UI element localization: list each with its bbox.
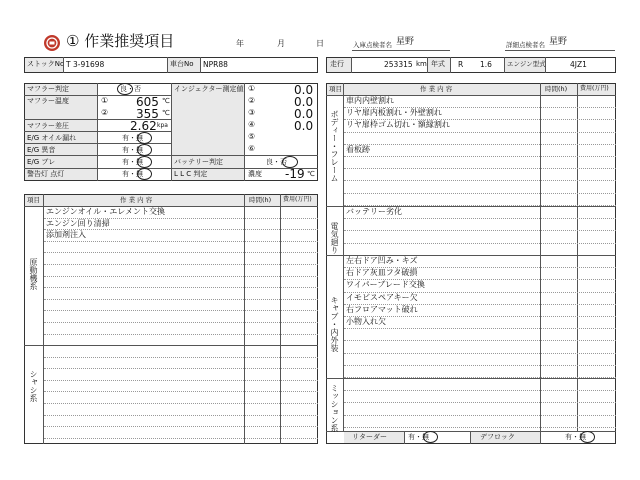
work-item: 車内内壁割れ [346, 96, 394, 105]
row-divider [344, 193, 616, 194]
retarder-label: リターダー [352, 433, 387, 441]
diff-lock-label: デフロック [480, 433, 515, 441]
row-divider [44, 287, 318, 288]
injector-2-no: ② [248, 96, 256, 105]
stock-label: ストックNo [27, 60, 65, 68]
row-divider [44, 438, 318, 439]
shake-value: 有・無 [122, 158, 143, 166]
page-title: ① 作業推奨項目 [66, 32, 175, 50]
injector-5-no: ⑤ [248, 132, 256, 141]
mileage-unit: km [416, 60, 427, 68]
noise-label: E/G 異音 [27, 146, 56, 154]
retarder-circle [423, 431, 438, 443]
left-col-work: 作 業 内 容 [120, 196, 153, 204]
month-label: 月 [277, 39, 285, 48]
right-col-cost: 費用(万円) [580, 85, 609, 92]
left-section-chassis: シャシ系 [29, 370, 38, 402]
stock-value: T 3-91698 [66, 60, 105, 69]
row-divider [44, 380, 318, 381]
injector-1-no: ① [248, 84, 256, 93]
right-section-mission: ミッション系 [330, 384, 339, 432]
work-item: 右フロアマット破れ [346, 304, 418, 314]
row-divider [44, 357, 318, 358]
row-divider [344, 243, 616, 244]
seal-icon [44, 35, 60, 51]
row-divider [44, 299, 318, 300]
year-type-label: 年式 [431, 60, 445, 68]
year-label: 年 [236, 39, 244, 48]
oil-leak-value: 有・無 [122, 134, 143, 142]
right-section-body: ボディー・フレーム [330, 110, 339, 182]
work-item: バッテリー劣化 [346, 207, 402, 216]
temp2-no: ② [101, 108, 109, 117]
injector-3-value: 0.0 [294, 107, 314, 121]
work-item: ワイパーブレード交換 [346, 280, 425, 290]
left-section-engine: 原動機系 [29, 258, 38, 290]
battery-label: バッテリー判定 [174, 158, 223, 166]
injector-4-value: 0.0 [294, 119, 314, 133]
injector-4-no: ④ [248, 120, 256, 129]
row-divider [344, 402, 616, 403]
left-col-cost: 費用(万円) [283, 196, 312, 203]
row-divider [44, 334, 318, 335]
year-era: R [458, 60, 464, 69]
row-divider [344, 415, 616, 416]
row-divider [44, 241, 318, 242]
row-divider [44, 252, 318, 253]
llc-unit: ℃ [307, 170, 315, 178]
right-section-cab: キャブ・内外装 [330, 296, 339, 352]
chassis-value: NPR88 [203, 60, 228, 69]
inspector-in-label: 入庫点検者名 [353, 41, 392, 49]
temp1-value: 605 [136, 95, 159, 109]
row-divider [344, 340, 616, 341]
row-divider [44, 391, 318, 392]
injector-3-no: ③ [248, 108, 256, 117]
temp2-value: 355 [136, 107, 159, 121]
llc-label: L L C 判定 [174, 170, 208, 178]
work-item: エンジン回り清掃 [46, 218, 110, 228]
engine-value: 4JZ1 [570, 60, 587, 69]
retarder-value: 有・無 [408, 433, 429, 441]
inspector-detail-underline [505, 50, 615, 51]
warning-value: 有・無 [122, 170, 143, 178]
row-divider [344, 132, 616, 133]
row-divider [344, 353, 616, 354]
row-divider [344, 218, 616, 219]
inspector-detail-name: 星野 [549, 37, 568, 47]
row-divider [344, 168, 616, 169]
row-divider [44, 426, 318, 427]
row-divider [344, 230, 616, 231]
row-divider [344, 180, 616, 181]
left-col-item: 項目 [27, 196, 40, 204]
injector-1-value: 0.0 [294, 83, 314, 97]
row-divider [44, 322, 318, 323]
mileage-value: 253315 [384, 60, 413, 69]
temp1-unit: ℃ [162, 97, 170, 105]
press-value: 2.62 [130, 119, 157, 133]
muffler-judge-value: 良・否 [120, 85, 141, 93]
injector-2-value: 0.0 [294, 95, 314, 109]
work-item: 左右ドア凹み・キズ [346, 256, 418, 265]
work-item: リヤ扉枠ゴム切れ・額縁割れ [346, 120, 450, 130]
work-item: 添加剤注入 [46, 230, 86, 240]
muffler-press-label: マフラー差圧 [27, 122, 69, 130]
mileage-label: 走行 [330, 60, 344, 68]
work-item: イモビスペアキー欠 [346, 292, 418, 302]
row-divider [344, 328, 616, 329]
row-divider [344, 365, 616, 366]
shake-circle [137, 156, 152, 168]
muffler-judge-circle [117, 83, 133, 95]
row-divider [44, 310, 318, 311]
noise-circle [137, 144, 152, 156]
row-divider [344, 156, 616, 157]
temp2-unit: ℃ [162, 109, 170, 117]
day-label: 日 [316, 39, 324, 48]
muffler-judge-label: マフラー判定 [27, 85, 69, 93]
year-value: 1.6 [480, 60, 492, 69]
work-item: エンジンオイル・エレメント交換 [46, 207, 165, 216]
work-item: 看板跡 [346, 144, 370, 154]
row-divider [344, 390, 616, 391]
diff-lock-circle [580, 431, 595, 443]
inspector-in-name: 星野 [396, 37, 415, 47]
inspector-detail-label: 詳細点検者名 [506, 41, 545, 49]
muffler-temp-label: マフラー温度 [27, 97, 69, 105]
row-divider [344, 205, 616, 206]
row-divider [44, 415, 318, 416]
row-divider [44, 276, 318, 277]
diff-lock-value: 有・無 [565, 433, 586, 441]
llc-conc-label: 濃度 [248, 170, 262, 178]
oil-leak-circle [137, 132, 152, 144]
right-section-electric: 電気廻り [330, 222, 339, 254]
injector-label: インジェクター測定値 [174, 85, 244, 93]
work-item: 右ドア灰皿フタ破損 [346, 268, 418, 278]
row-divider [344, 377, 616, 378]
right-col-item: 項目 [329, 85, 342, 93]
work-item: リヤ扉内板割れ・外壁割れ [346, 108, 442, 118]
shake-label: E/G ブレ [27, 158, 56, 166]
row-divider [344, 144, 616, 145]
right-col-time: 時間(h) [545, 85, 568, 93]
chassis-label: 車台No [170, 60, 194, 68]
battery-value: 良・否 [266, 158, 287, 166]
row-divider [44, 264, 318, 265]
llc-value: -19 [285, 167, 305, 181]
right-col-work: 作 業 内 容 [420, 85, 453, 93]
noise-value: 有・無 [122, 146, 143, 154]
row-divider [44, 368, 318, 369]
left-col-time: 時間(h) [249, 196, 272, 204]
oil-leak-label: E/G オイル漏れ [27, 134, 77, 142]
temp1-no: ① [101, 96, 109, 105]
warning-circle [137, 168, 152, 180]
row-divider [344, 427, 616, 428]
inspector-in-underline [352, 50, 450, 51]
warning-label: 警告灯 点灯 [27, 170, 65, 178]
injector-6-no: ⑥ [248, 144, 256, 153]
work-item: 小物入れ欠 [346, 317, 386, 326]
press-unit: kpa [157, 122, 168, 129]
engine-label: エンジン型式 [507, 60, 546, 68]
row-divider [44, 403, 318, 404]
